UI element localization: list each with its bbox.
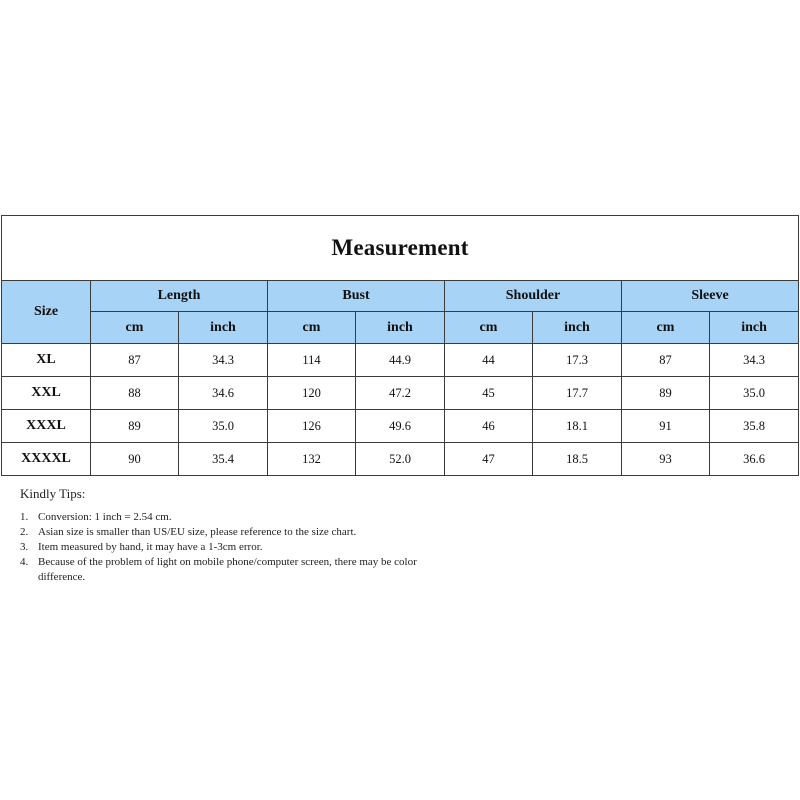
table-row xyxy=(2,443,799,476)
table-cell: 34.3 xyxy=(179,344,268,377)
unit-header: cm xyxy=(268,312,356,344)
length-header: Length xyxy=(91,281,268,312)
table-title: Measurement xyxy=(2,216,799,281)
tip-text: Conversion: 1 inch = 2.54 cm. xyxy=(38,511,172,523)
table-cell: 114 xyxy=(268,344,356,377)
table-cell: 17.7 xyxy=(533,377,622,410)
tip-number: 3. xyxy=(20,541,29,553)
table-cell: 36.6 xyxy=(710,443,799,476)
unit-header: cm xyxy=(445,312,533,344)
table-cell: 34.3 xyxy=(710,344,799,377)
shoulder-header: Shoulder xyxy=(445,281,622,312)
table-cell: 45 xyxy=(445,377,533,410)
tip-text: Because of the problem of light on mobile phone/computer screen, there may be color difference. xyxy=(38,556,417,583)
unit-header: cm xyxy=(622,312,710,344)
table-cell: 44 xyxy=(445,344,533,377)
table-cell: 46 xyxy=(445,410,533,443)
table-cell: 93 xyxy=(622,443,710,476)
size-cell: XXXXL xyxy=(2,443,91,476)
table-cell: 90 xyxy=(91,443,179,476)
table-cell: 87 xyxy=(91,344,179,377)
tip-text: Item measured by hand, it may have a 1-3cm error. xyxy=(38,541,263,553)
size-cell: XL xyxy=(2,344,91,377)
kindly-tips xyxy=(20,486,450,585)
bust-header: Bust xyxy=(268,281,445,312)
table-cell: 34.6 xyxy=(179,377,268,410)
table-cell: 17.3 xyxy=(533,344,622,377)
table-cell: 35.4 xyxy=(179,443,268,476)
table-cell: 49.6 xyxy=(356,410,445,443)
size-chart xyxy=(1,215,798,476)
measurement-table xyxy=(1,215,799,476)
tip-item xyxy=(20,555,450,585)
size-cell: XXL xyxy=(2,377,91,410)
unit-header: inch xyxy=(533,312,622,344)
table-row xyxy=(2,377,799,410)
table-cell: 47.2 xyxy=(356,377,445,410)
table-cell: 44.9 xyxy=(356,344,445,377)
table-cell: 52.0 xyxy=(356,443,445,476)
table-cell: 126 xyxy=(268,410,356,443)
tips-list xyxy=(20,510,450,585)
tip-text: Asian size is smaller than US/EU size, please reference to the size chart. xyxy=(38,526,357,538)
tip-number: 4. xyxy=(20,556,29,568)
table-row xyxy=(2,344,799,377)
unit-header: inch xyxy=(179,312,268,344)
tip-number: 2. xyxy=(20,526,29,538)
size-cell: XXXL xyxy=(2,410,91,443)
unit-header: inch xyxy=(710,312,799,344)
unit-header: cm xyxy=(91,312,179,344)
tip-item xyxy=(20,525,450,540)
table-cell: 89 xyxy=(91,410,179,443)
tip-item xyxy=(20,510,450,525)
table-cell: 47 xyxy=(445,443,533,476)
size-header: Size xyxy=(2,281,91,344)
table-cell: 18.5 xyxy=(533,443,622,476)
sleeve-header: Sleeve xyxy=(622,281,799,312)
table-cell: 120 xyxy=(268,377,356,410)
table-cell: 35.8 xyxy=(710,410,799,443)
table-cell: 89 xyxy=(622,377,710,410)
tip-number: 1. xyxy=(20,511,29,523)
table-row xyxy=(2,410,799,443)
table-cell: 35.0 xyxy=(710,377,799,410)
table-cell: 88 xyxy=(91,377,179,410)
unit-header: inch xyxy=(356,312,445,344)
tips-title: Kindly Tips: xyxy=(20,486,86,501)
table-cell: 18.1 xyxy=(533,410,622,443)
table-cell: 35.0 xyxy=(179,410,268,443)
table-cell: 87 xyxy=(622,344,710,377)
tip-item xyxy=(20,540,450,555)
table-cell: 132 xyxy=(268,443,356,476)
table-cell: 91 xyxy=(622,410,710,443)
